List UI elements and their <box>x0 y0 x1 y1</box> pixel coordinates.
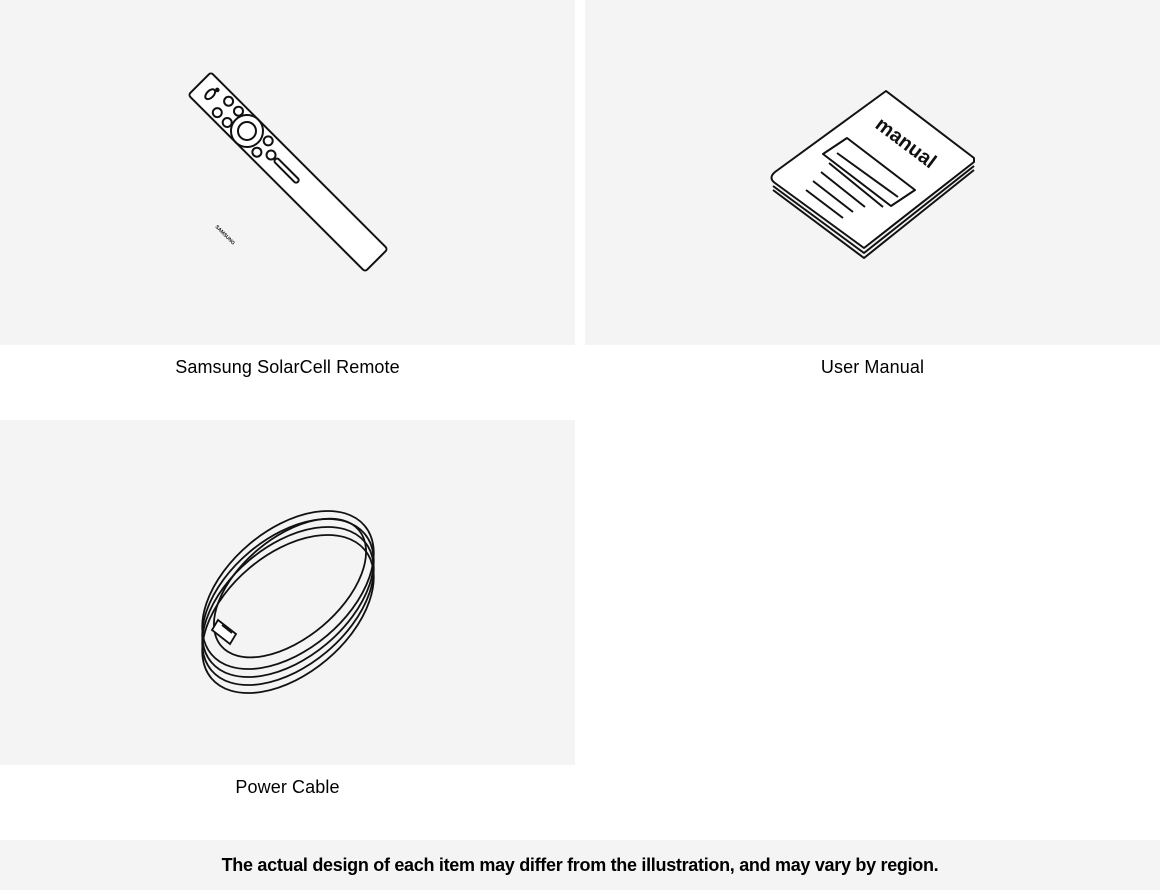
remote-logo-text: SAMSUNG <box>213 224 236 247</box>
manual-cover-text: manual <box>871 113 941 174</box>
item-image-panel <box>0 420 575 765</box>
item-card-manual <box>585 0 1160 390</box>
item-card-cable <box>0 420 575 810</box>
remote-control-icon <box>0 0 575 345</box>
item-card-remote <box>0 0 575 390</box>
item-label: User Manual <box>820 357 925 377</box>
item-label: Power Cable <box>235 777 340 797</box>
item-label: Samsung SolarCell Remote <box>175 357 400 377</box>
power-cable-icon <box>0 420 575 765</box>
item-image-panel <box>585 0 1160 345</box>
manual-book-icon <box>585 0 1160 345</box>
disclaimer-banner: The actual design of each item may differ from the illustration, and may vary by region. <box>0 840 1160 890</box>
item-image-panel <box>0 0 575 345</box>
